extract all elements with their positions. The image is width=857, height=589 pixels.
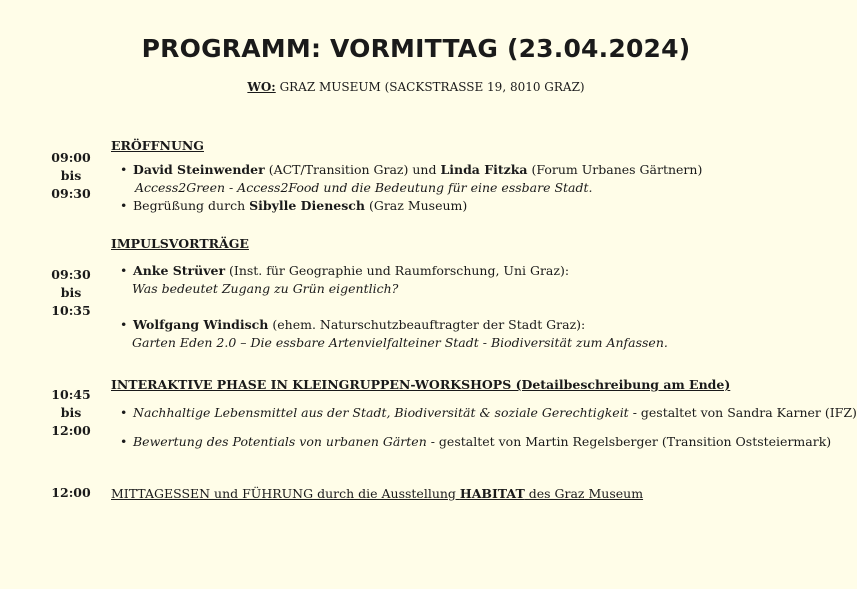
talk-subtitle: Was bedeutet Zugang zu Grün eigentlich? (132, 281, 399, 296)
time-slot-lunch: 12:00 (51, 485, 91, 500)
list-item (120, 198, 467, 213)
speaker-org: (ACT/Transition Graz) und (264, 162, 441, 177)
time-slot-talks (40, 266, 102, 320)
time-separator: bis (60, 168, 82, 183)
bullet-icon: • (120, 198, 128, 213)
speaker-org: (Forum Urbanes Gärtnern) (527, 162, 703, 177)
bullet-icon: • (120, 317, 128, 332)
speaker-name: Linda Fitzka (440, 162, 528, 177)
speaker-org: (Inst. für Geographie und Raumforschung, Uni Graz): (225, 263, 570, 278)
list-item (120, 162, 702, 177)
lunch-text: MITTAGESSEN und FÜHRUNG durch die Ausstellung (111, 486, 460, 501)
time-to: 12:00 (51, 423, 91, 438)
bullet-icon: • (120, 434, 128, 449)
location-line (0, 80, 832, 94)
workshop-topic: Bewertung des Potentials von urbanen Gärten (133, 434, 427, 449)
bullet-icon: • (120, 162, 128, 177)
lunch-line (111, 486, 643, 501)
time-slot-workshops (40, 386, 102, 440)
speaker-name: Wolfgang Windisch (133, 317, 269, 332)
list-item (120, 317, 585, 332)
time-separator: bis (60, 285, 82, 300)
time-from: 10:45 (51, 387, 91, 402)
bullet-icon: • (120, 405, 128, 420)
section-heading-talks: IMPULSVORTRÄGE (111, 236, 249, 251)
time-from: 09:30 (51, 267, 91, 282)
lunch-text-end: des Graz Museum (524, 486, 644, 501)
speaker-name: David Steinwender (133, 162, 265, 177)
location-label: WO: (247, 80, 276, 94)
speaker-name: Anke Strüver (133, 263, 226, 278)
section-heading-opening: ERÖFFNUNG (111, 138, 204, 153)
workshop-host: - gestaltet von Sandra Karner (IFZ) (628, 405, 857, 420)
list-item (120, 263, 569, 278)
time-to: 10:35 (51, 303, 91, 318)
talk-subtitle: Garten Eden 2.0 – Die essbare Artenvielfalteiner Stadt - Biodiversität zum Anfassen. (132, 335, 668, 350)
location-text: GRAZ MUSEUM (SACKSTRASSE 19, 8010 GRAZ) (279, 80, 585, 94)
talk-subtitle: Access2Green - Access2Food und die Bedeutung für eine essbare Stadt. (135, 180, 593, 195)
item-text: Begrüßung durch (133, 198, 250, 213)
page-title: PROGRAMM: VORMITTAG (23.04.2024) (141, 34, 691, 63)
speaker-name: Sibylle Dienesch (249, 198, 365, 213)
workshop-host: - gestaltet von Martin Regelsberger (Transition Oststeiermark) (426, 434, 832, 449)
speaker-org: (Graz Museum) (365, 198, 468, 213)
workshop-topic: Nachhaltige Lebensmittel aus der Stadt, Biodiversität & soziale Gerechtigkeit (133, 405, 629, 420)
list-item (120, 434, 831, 449)
time-to: 09:30 (51, 186, 91, 201)
bullet-icon: • (120, 263, 128, 278)
exhibition-name: HABITAT (459, 486, 525, 501)
speaker-org: (ehem. Naturschutzbeauftragter der Stadt Graz): (268, 317, 586, 332)
time-slot-opening (40, 149, 102, 203)
list-item (120, 405, 857, 420)
time-from: 09:00 (51, 150, 91, 165)
time-separator: bis (60, 405, 82, 420)
section-heading-workshops: INTERAKTIVE PHASE IN KLEINGRUPPEN-WORKSHOPS (Detailbeschreibung am Ende) (111, 377, 731, 392)
